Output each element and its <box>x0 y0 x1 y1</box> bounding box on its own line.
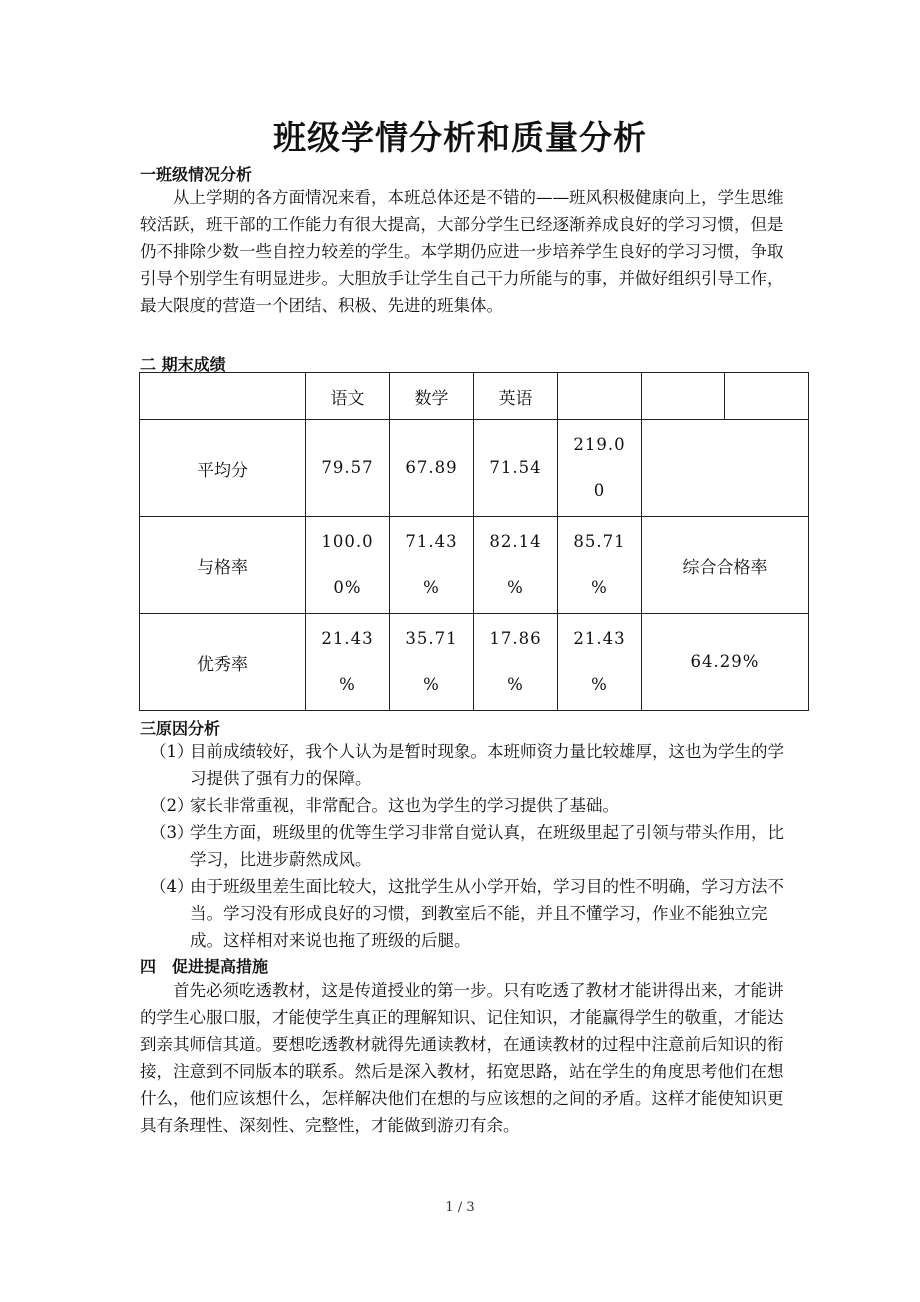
table-header-cell: 英语 <box>474 373 558 420</box>
table-cell: 79.57 <box>306 420 390 517</box>
table-cell <box>642 420 809 517</box>
class-situation-text: 从上学期的各方面情况来看，本班总体还是不错的——班风积极健康向上，学生思维较活跃，班干部的工作能力有很大提高，大部分学生已经逐渐养成良好的学习习惯，但是仍不排除少数一些自控力较差的学生。本学期仍应进一步培养学生良好的学习习惯，争取引导个别学生有明显进步。大胆放手让学生自己干力所能与的事，并做好组织引导工作，最大限度的营造一个团结、积极、先进的班集体。 <box>140 188 784 315</box>
table-cell: 综合合格率 <box>642 517 809 614</box>
section-heading-final-grades: 二 期末成绩 <box>140 355 226 374</box>
table-header-cell <box>642 373 809 420</box>
table-cell: 17.86 % <box>474 614 558 711</box>
table-cell: 85.71 % <box>558 517 642 614</box>
table-row <box>140 614 809 711</box>
table-header-row <box>140 373 809 420</box>
document-title: 班级学情分析和质量分析 <box>273 118 647 157</box>
table-cell: 71.54 <box>474 420 558 517</box>
class-situation-paragraph <box>140 184 790 319</box>
row-label: 与格率 <box>140 517 306 614</box>
section-heading-class-situation: 一班级情况分析 <box>140 165 253 184</box>
grades-table <box>139 372 809 711</box>
table-cell: 71.43 % <box>390 517 474 614</box>
table-header-cell <box>140 373 306 420</box>
list-item: （2） 家长非常重视，非常配合。这也为学生的学习提供了基础。 <box>150 796 619 815</box>
table-row <box>140 420 809 517</box>
table-cell: 64.29% <box>642 614 809 711</box>
list-item: （1） 目前成绩较好，我个人认为是暂时现象。本班师资力量比较雄厚，这也为学生的学习提供了强有力的保障。 <box>150 742 784 788</box>
section-heading-cause-analysis: 三原因分析 <box>140 719 221 738</box>
table-header-cell: 数学 <box>390 373 474 420</box>
list-item: （3） 学生方面，班级里的优等生学习非常自觉认真，在班级里起了引领与带头作用，比学习，比进步蔚然成风。 <box>150 823 784 869</box>
improvement-paragraph <box>140 977 790 1139</box>
table-row <box>140 517 809 614</box>
table-cell: 67.89 <box>390 420 474 517</box>
table-header-cell <box>558 373 642 420</box>
table-cell: 219.0 0 <box>558 420 642 517</box>
list-item: （4） 由于班级里差生面比较大，这批学生从小学开始，学习目的性不明确，学习方法不当。学习没有形成良好的习惯，到教室后不能，并且不懂学习，作业不能独立完成。这样相对来说也拖了班级的后腿。 <box>150 877 784 950</box>
table-cell: 35.71 % <box>390 614 474 711</box>
table-cell: 100.0 0% <box>306 517 390 614</box>
table-cell: 82.14 % <box>474 517 558 614</box>
table-cell: 21.43 % <box>558 614 642 711</box>
cause-list <box>150 738 790 954</box>
cell-divider <box>724 373 725 419</box>
row-label: 优秀率 <box>140 614 306 711</box>
improvement-text: 首先必须吃透教材，这是传道授业的第一步。只有吃透了教材才能讲得出来，才能讲的学生心服口服，才能使学生真正的理解知识、记住知识，才能赢得学生的敬重，才能达到亲其师信其道。要想吃透教材就得先通读教材，在通读教材的过程中注意前后知识的衔接，注意到不同版本的联系。然后是深入教材，拓宽思路，站在学生的角度思考他们在想什么，他们应该想什么，怎样解决他们在想的与应该想的之间的矛盾。这样才能使知识更具有条理性、深刻性、完整性，才能做到游刃有余。 <box>140 981 784 1135</box>
table-header-cell: 语文 <box>306 373 390 420</box>
page-number: 1 / 3 <box>445 1200 475 1215</box>
row-label: 平均分 <box>140 420 306 517</box>
table-cell: 21.43 % <box>306 614 390 711</box>
section-heading-improvement: 四 促进提高措施 <box>140 957 269 976</box>
